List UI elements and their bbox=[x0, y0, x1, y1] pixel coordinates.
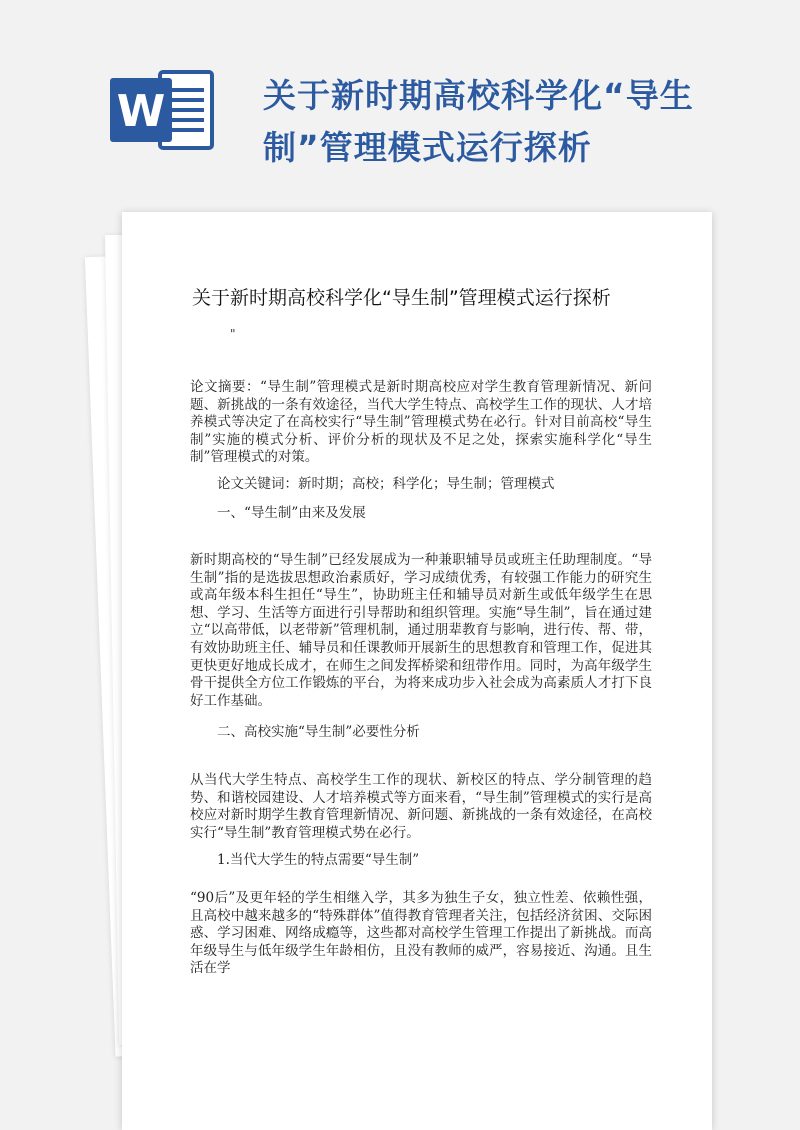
section2-heading: 二、高校实施“导生制”必要性分析 bbox=[217, 724, 420, 740]
section1-heading: 一、“导生制”由来及发展 bbox=[217, 505, 366, 521]
subsection1-heading: 1.当代大学生的特点需要“导生制” bbox=[217, 852, 420, 868]
stray-mark: " bbox=[230, 327, 236, 341]
subsection1-paragraph: “90后”及更年轻的学生相继入学，其多为独生子女，独立性差、依赖性强，且高校中越来越多的“特殊群体”值得教育管理者关注，包括经济贫困、交际困惑、学习困难、网络成瘾等，这些都对高校学生管理工作提出了新挑战。而高年级导生与低年级学生年龄相仿，且没有教师的威严，容易接近、沟通。且生活在学 bbox=[190, 890, 652, 977]
header-title bbox=[263, 70, 743, 174]
word-document-icon bbox=[108, 68, 216, 152]
abstract-paragraph: 论文摘要：“导生制”管理模式是新时期高校应对学生教育管理新情况、新问题、新挑战的一条有效途径，当代大学生特点、高校学生工作的现状、人才培养模式等决定了在高校实行“导生制”管理模式势在必行。针对目前高校“导生制”实施的模式分析、评价分析的现状及不足之处，探索实施科学化“导生制”管理模式的对策。 bbox=[190, 379, 652, 466]
document-title: 关于新时期高校科学化“导生制”管理模式运行探析 bbox=[192, 287, 611, 309]
section2-paragraph: 从当代大学生特点、高校学生工作的现状、新校区的特点、学分制管理的趋势、和谐校园建设、人才培养模式等方面来看，“导生制”管理模式的实行是高校应对新时期学生教育管理新情况、新问题、新挑战的一条有效途径，在高校实行“导生制”教育管理模式势在必行。 bbox=[190, 772, 652, 841]
page-header bbox=[0, 0, 800, 210]
header-title-line1: 关于新时期高校科学化“导生 bbox=[263, 76, 694, 115]
section1-paragraph: 新时期高校的“导生制”已经发展成为一种兼职辅导员或班主任助理制度。“导生制”指的是选拔思想政治素质好，学习成绩优秀，有较强工作能力的研究生或高年级本科生担任“导生”，协助班主任和辅导员对新生或低年级学生在思想、学习、生活等方面进行引导帮助和组织管理。实施“导生制”，旨在通过建立“以高带低，以老带新”管理机制，通过朋辈教育与影响，进行传、帮、带，有效协助班主任、辅导员和任课教师开展新生的思想教育和管理工作，促进其更快更好地成长成才，在师生之间发挥桥梁和纽带作用。同时，为高年级学生骨干提供全方位工作锻炼的平台，为将来成功步入社会成为高素质人才打下良好工作基础。 bbox=[190, 552, 652, 709]
keywords-line: 论文关键词：新时期；高校；科学化；导生制；管理模式 bbox=[217, 476, 555, 492]
svg-text:W: W bbox=[116, 86, 166, 137]
header-title-line2: 制”管理模式运行探析 bbox=[263, 128, 592, 167]
